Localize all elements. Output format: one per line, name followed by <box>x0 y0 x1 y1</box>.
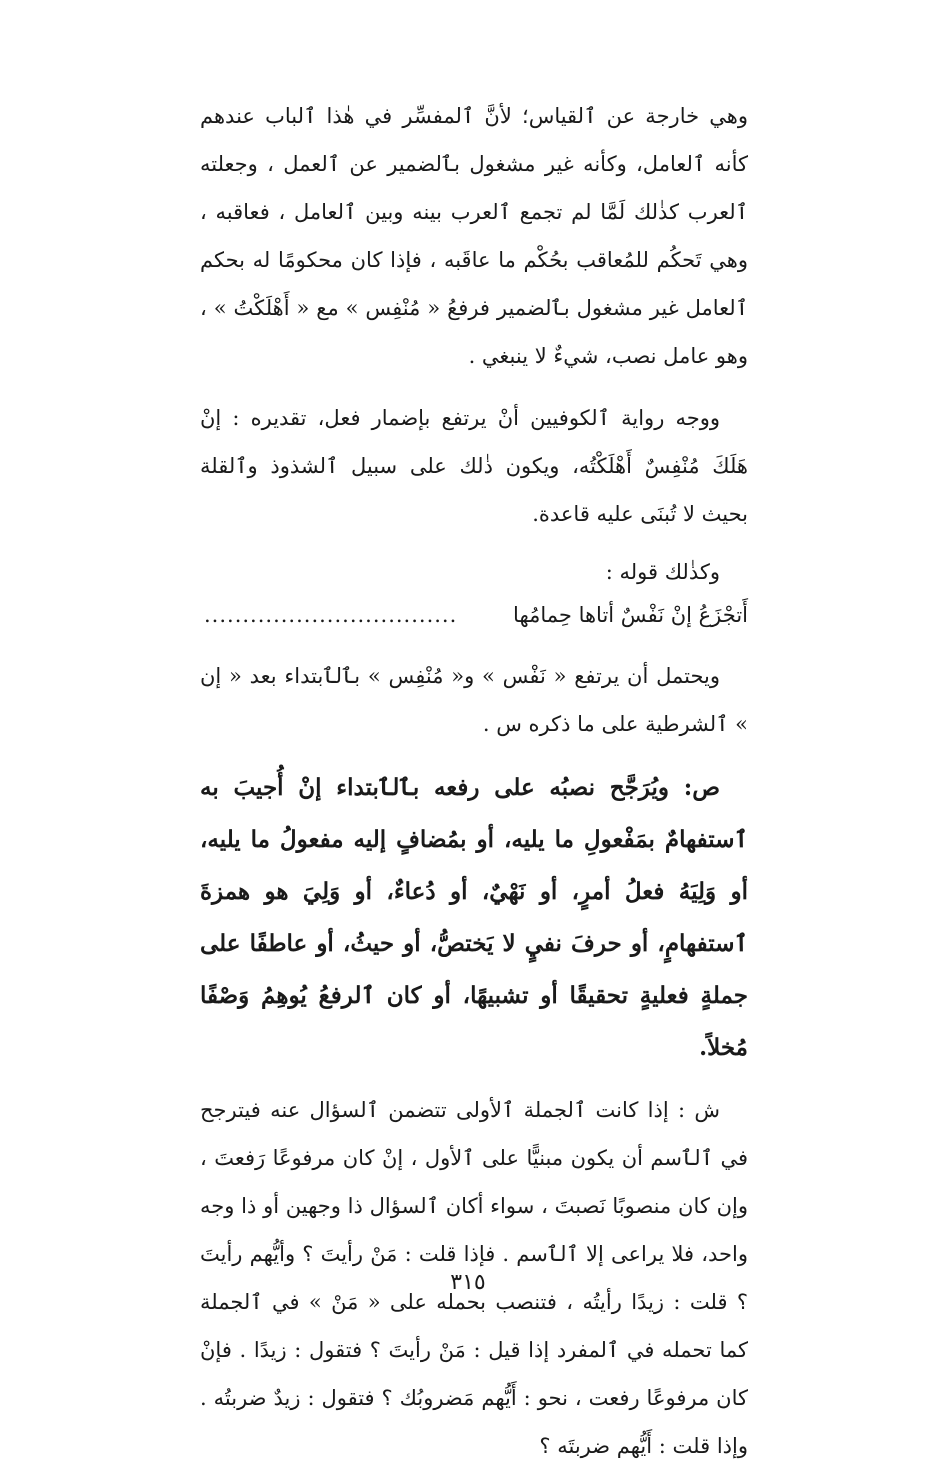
paragraph-1: وهي خارجة عن ٱلقياس؛ لأنَّ ٱلمفسِّر في هٰذا ٱلباب عندهم كأنه ٱلعامل، وكأنه غير مشغول بٱلضمير عن ٱلعمل ، وجعلته ٱلعرب كذٰلك لَمَّا لم تجمع ٱلعرب بينه وبين ٱلعامل ، فعاقبه ، وهي تَحكُم للمُعاقب بحُكْم ما عاقَبه ، فإذا كان محكومًا له بحكم ٱلعامل غير مشغول بٱلضمير فرفعُ « مُنْفِس » مع « أَهْلَكْتُ » ، وهو عامل نصب، شيءٌ لا ينبغي . <box>200 104 748 368</box>
paragraph-after-verse: ويحتمل أن يرتفع « نَفْس » و« مُنْفِس » بٱلٱبتداء بعد « إن » ٱلشرطية على ما ذكره س . <box>200 664 748 736</box>
verse-intro: وكذٰلك قوله : <box>605 560 720 584</box>
paragraph-2: ووجه رواية ٱلكوفيين أنْ يرتفع بإضمار فعل، تقديره : إنْ هَلَكَ مُنْفِسٌ أَهْلَكْتُه، ويكون ذٰلك على سبيل ٱلشذوذ وٱلقلة بحيث لا تُبنَى عليه قاعدة. <box>200 406 748 526</box>
page-number: ٣١٥ <box>450 1270 486 1295</box>
matn-text: ص: ويُرَجَّح نصبُه على رفعه بٱلٱبتداء إنْ أُجيبَ به ٱستفهامٌ بمَفْعولِ ما يليه، أو بمُضافٍ إليه مفعولُ ما يليه، أو وَلِيَهُ فعلُ أمرٍ، أو نَهْيٌ، أو دُعاءٌ، أو وَلِيَ هو همزةَ ٱستفهامٍ، أو حرفَ نفيٍ لا يَختصُّ، أو حيثُ، أو عاطفًا على جملةٍ فعليةٍ تحقيقًا أو تشبيهًا، أو كان ٱلرفعُ يُوهِمُ وَصْفًا مُخلاً. <box>200 774 748 1061</box>
verse-dots: ................................. <box>204 603 458 627</box>
verse-line <box>200 592 748 638</box>
verse-text: أَتجْزَعُ إنْ نَفْسٌ أتاها حِمامُها <box>513 603 748 627</box>
sharh-paragraph: ش : إذا كانت ٱلجملة ٱلأولى تتضمن ٱلسؤال عنه فيترجح في ٱلٱسم أن يكون مبنيًّا على ٱلأول ، إنْ كان مرفوعًا رَفعتَ ، وإن كان منصوبًا نَصبتَ ، سواء أكان ٱلسؤال ذا وجهين أو ذا وجه واحد، فلا يراعى إلا ٱلٱسم . فإذا قلت : مَنْ رأيتَ ؟ وأيُّهم رأيتَ ؟ قلت : زيدًا رأيتُه ، فتنصب بحمله على « مَنْ » في ٱلجملة كما تحمله في ٱلمفرد إذا قيل : مَنْ رأيتَ ؟ فتقول : زيدًا . فإنْ كان مرفوعًا رفعت ، نحو : أَيُّهم مَضروبُك ؟ فتقول : زيدٌ ضربتُه . وإذا قلت : أَيُّهم ضربتَه ؟ <box>200 1098 748 1458</box>
